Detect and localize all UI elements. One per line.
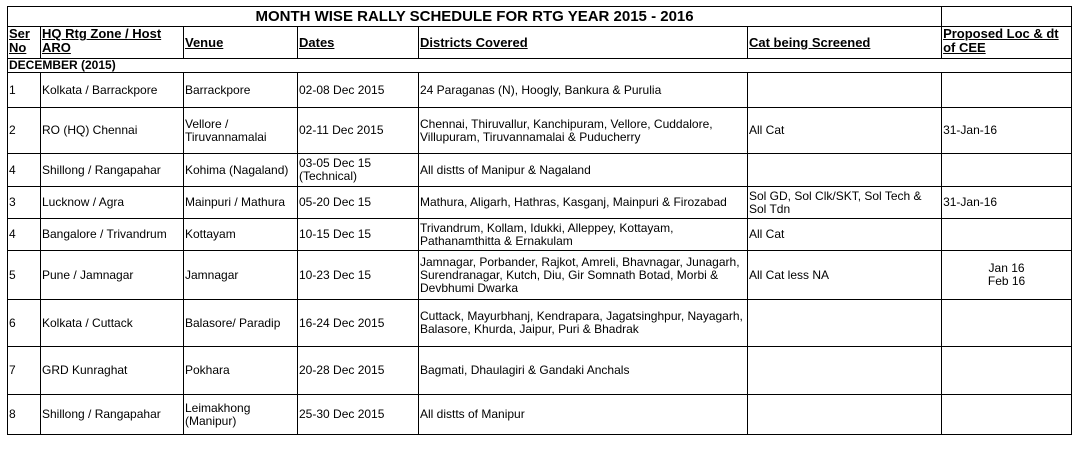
cell-zone: RO (HQ) Chennai bbox=[41, 108, 184, 154]
cell-dates: 20-28 Dec 2015 bbox=[298, 347, 419, 395]
cell-ser: 1 bbox=[8, 73, 41, 108]
cell-zone: Kolkata / Barrackpore bbox=[41, 73, 184, 108]
table-row bbox=[8, 219, 1072, 251]
cell-dates: 05-20 Dec 15 bbox=[298, 187, 419, 219]
cell-venue: Jamnagar bbox=[184, 251, 298, 300]
cell-venue: Vellore / Tiruvannamalai bbox=[184, 108, 298, 154]
cell-zone: GRD Kunraghat bbox=[41, 347, 184, 395]
cell-cee: 31-Jan-16 bbox=[942, 187, 1072, 219]
table-row bbox=[8, 108, 1072, 154]
cell-cee bbox=[942, 395, 1072, 435]
cell-cat bbox=[748, 395, 942, 435]
cell-zone: Bangalore / Trivandrum bbox=[41, 219, 184, 251]
cell-cee bbox=[942, 251, 1072, 300]
cell-zone: Kolkata / Cuttack bbox=[41, 300, 184, 347]
cell-cat bbox=[748, 73, 942, 108]
table-row bbox=[8, 154, 1072, 187]
cell-cat bbox=[748, 154, 942, 187]
cell-venue: Barrackpore bbox=[184, 73, 298, 108]
cell-ser: 4 bbox=[8, 154, 41, 187]
cell-ser: 3 bbox=[8, 187, 41, 219]
cell-districts: Mathura, Aligarh, Hathras, Kasganj, Mainpuri & Firozabad bbox=[419, 187, 748, 219]
header-row bbox=[8, 27, 1072, 59]
table-row bbox=[8, 187, 1072, 219]
cell-districts: All distts of Manipur bbox=[419, 395, 748, 435]
cell-districts: Jamnagar, Porbander, Rajkot, Amreli, Bhavnagar, Junagarh, Surendranagar, Kutch, Diu, Gir Somnath Botad, Morbi & Devbhumi Dwarka bbox=[419, 251, 748, 300]
cell-cee bbox=[942, 347, 1072, 395]
cell-cee bbox=[942, 154, 1072, 187]
cell-districts: Bagmati, Dhaulagiri & Gandaki Anchals bbox=[419, 347, 748, 395]
header-cat: Cat being Screened bbox=[748, 27, 942, 59]
cell-venue: Kottayam bbox=[184, 219, 298, 251]
cell-cee bbox=[942, 219, 1072, 251]
title-row bbox=[8, 7, 1072, 27]
cell-zone: Shillong / Rangapahar bbox=[41, 395, 184, 435]
cell-dates: 10-23 Dec 15 bbox=[298, 251, 419, 300]
table-title: MONTH WISE RALLY SCHEDULE FOR RTG YEAR 2015 - 2016 bbox=[8, 7, 942, 27]
cell-cat bbox=[748, 347, 942, 395]
cell-cat: All Cat less NA bbox=[748, 251, 942, 300]
cell-districts: Trivandrum, Kollam, Idukki, Alleppey, Kottayam, Pathanamthitta & Ernakulam bbox=[419, 219, 748, 251]
header-venue: Venue bbox=[184, 27, 298, 59]
cell-dates: 03-05 Dec 15 (Technical) bbox=[298, 154, 419, 187]
cell-ser: 2 bbox=[8, 108, 41, 154]
cee-line2: Feb 16 bbox=[987, 274, 1026, 288]
cell-dates: 02-11 Dec 2015 bbox=[298, 108, 419, 154]
header-ser-line2: No bbox=[9, 40, 27, 55]
cell-cat bbox=[748, 300, 942, 347]
cell-venue: Leimakhong (Manipur) bbox=[184, 395, 298, 435]
header-ser-no bbox=[8, 27, 41, 59]
table-row bbox=[8, 300, 1072, 347]
rally-schedule-table bbox=[7, 6, 1072, 435]
cell-zone: Pune / Jamnagar bbox=[41, 251, 184, 300]
month-row bbox=[8, 59, 1072, 73]
cell-ser: 8 bbox=[8, 395, 41, 435]
cell-dates: 02-08 Dec 2015 bbox=[298, 73, 419, 108]
cell-cat: Sol GD, Sol Clk/SKT, Sol Tech & Sol Tdn bbox=[748, 187, 942, 219]
cell-cee bbox=[942, 300, 1072, 347]
title-row-empty-cell bbox=[942, 7, 1072, 27]
cell-districts: 24 Paraganas (N), Hoogly, Bankura & Purulia bbox=[419, 73, 748, 108]
header-dates: Dates bbox=[298, 27, 419, 59]
cell-zone: Shillong / Rangapahar bbox=[41, 154, 184, 187]
cell-districts: Chennai, Thiruvallur, Kanchipuram, Vellore, Cuddalore, Villupuram, Tiruvannamalai & Puducherry bbox=[419, 108, 748, 154]
cell-ser: 4 bbox=[8, 219, 41, 251]
cell-ser: 6 bbox=[8, 300, 41, 347]
cell-dates: 25-30 Dec 2015 bbox=[298, 395, 419, 435]
header-ser-line1: Ser bbox=[9, 26, 30, 41]
header-districts: Districts Covered bbox=[419, 27, 748, 59]
month-label: DECEMBER (2015) bbox=[8, 59, 1072, 73]
cell-cee: 31-Jan-16 bbox=[942, 108, 1072, 154]
cell-cee bbox=[942, 73, 1072, 108]
cell-venue: Mainpuri / Mathura bbox=[184, 187, 298, 219]
cell-ser: 7 bbox=[8, 347, 41, 395]
cell-dates: 16-24 Dec 2015 bbox=[298, 300, 419, 347]
cell-zone: Lucknow / Agra bbox=[41, 187, 184, 219]
cell-venue: Pokhara bbox=[184, 347, 298, 395]
cell-cat: All Cat bbox=[748, 219, 942, 251]
header-proposed-cee: Proposed Loc & dt of CEE bbox=[942, 27, 1072, 59]
cell-cat: All Cat bbox=[748, 108, 942, 154]
cell-dates: 10-15 Dec 15 bbox=[298, 219, 419, 251]
cell-districts: Cuttack, Mayurbhanj, Kendrapara, Jagatsinghpur, Nayagarh, Balasore, Khurda, Jaipur, Puri & Bhadrak bbox=[419, 300, 748, 347]
table-row bbox=[8, 395, 1072, 435]
cell-venue: Kohima (Nagaland) bbox=[184, 154, 298, 187]
cell-districts: All distts of Manipur & Nagaland bbox=[419, 154, 748, 187]
table-row bbox=[8, 347, 1072, 395]
cell-ser: 5 bbox=[8, 251, 41, 300]
table-row bbox=[8, 73, 1072, 108]
header-zone: HQ Rtg Zone / Host ARO bbox=[41, 27, 184, 59]
table-row bbox=[8, 251, 1072, 300]
cee-line1: Jan 16 bbox=[988, 261, 1025, 275]
cell-venue: Balasore/ Paradip bbox=[184, 300, 298, 347]
